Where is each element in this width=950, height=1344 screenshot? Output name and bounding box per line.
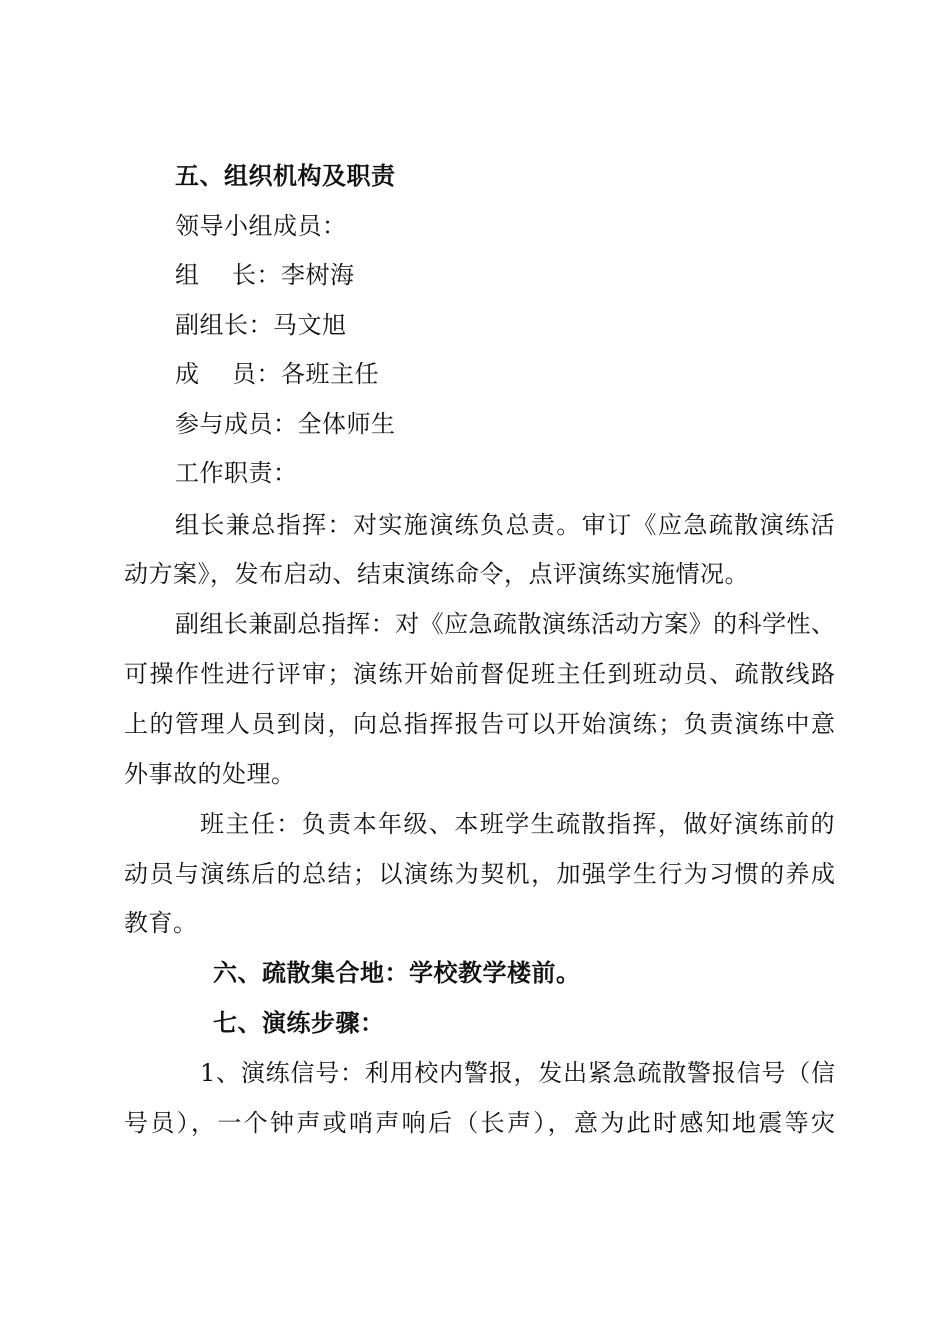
members-line: 成 员：各班主任 — [175, 360, 380, 388]
step-1-line-1: 1、演练信号：利用校内警报，发出紧急疏散警报信号（信 — [200, 1059, 835, 1087]
participants-line: 参与成员：全体师生 — [175, 410, 396, 438]
vice-duty-line-1: 副组长兼副总指挥：对《应急疏散演练活动方案》的科学性、 — [175, 610, 835, 638]
teacher-duty-line-1: 班主任：负责本年级、本班学生疏散指挥，做好演练前的 — [200, 810, 835, 838]
duties-label: 工作职责： — [175, 459, 298, 487]
leader-duty-line-1: 组长兼总指挥：对实施演练负总责。审订《应急疏散演练活 — [175, 511, 835, 539]
section-5-heading: 五、组织机构及职责 — [175, 162, 396, 190]
teacher-duty-line-3: 教育。 — [124, 909, 198, 937]
teacher-duty-line-2: 动员与演练后的总结；以演练为契机，加强学生行为习惯的养成 — [124, 860, 835, 888]
vice-duty-line-3: 上的管理人员到岗，向总指挥报告可以开始演练；负责演练中意 — [124, 710, 835, 738]
section-7-heading: 七、演练步骤： — [213, 1009, 385, 1037]
leader-duty-line-2: 动方案》，发布启动、结束演练命令，点评演练实施情况。 — [124, 560, 749, 588]
leader-group-label: 领导小组成员： — [175, 212, 347, 240]
vice-duty-line-2: 可操作性进行评审；演练开始前督促班主任到班动员、疏散线路 — [124, 660, 835, 688]
step-1-line-2: 号员），一个钟声或哨声响后（长声），意为此时感知地震等灾 — [124, 1109, 835, 1137]
section-6-heading: 六、疏散集合地：学校教学楼前。 — [213, 959, 581, 987]
vice-leader-line: 副组长：马文旭 — [175, 311, 347, 339]
leader-line: 组 长：李树海 — [175, 261, 355, 289]
vice-duty-line-4: 外事故的处理。 — [124, 760, 296, 788]
